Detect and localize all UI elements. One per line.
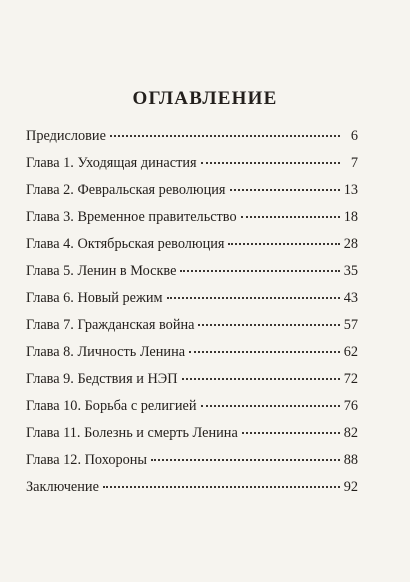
- toc-entry-title: Глава 2. Февральская революция: [26, 182, 226, 198]
- toc-entry-page: 35: [343, 263, 358, 279]
- toc-entry-title: Глава 6. Новый режим: [26, 290, 163, 306]
- toc-entry: [26, 209, 358, 236]
- toc-entry: [26, 317, 358, 344]
- table-of-contents: [26, 128, 358, 506]
- toc-leader-dots: [189, 351, 340, 353]
- toc-entry-page: 13: [343, 182, 358, 198]
- toc-entry: [26, 290, 358, 317]
- toc-leader-dots: [201, 162, 340, 164]
- toc-entry: [26, 236, 358, 263]
- toc-leader-dots: [230, 189, 340, 191]
- toc-entry-page: 18: [343, 209, 358, 225]
- toc-entry-title: Заключение: [26, 479, 99, 495]
- toc-leader-dots: [201, 405, 340, 407]
- toc-entry: [26, 155, 358, 182]
- toc-entry-title: Глава 9. Бедствия и НЭП: [26, 371, 178, 387]
- toc-entry: [26, 479, 358, 506]
- toc-entry-page: 88: [343, 452, 358, 468]
- toc-leader-dots: [198, 324, 339, 326]
- toc-entry-title: Глава 3. Временное правительство: [26, 209, 237, 225]
- toc-leader-dots: [242, 432, 340, 434]
- toc-entry-page: 7: [350, 155, 358, 171]
- toc-entry-page: 28: [343, 236, 358, 252]
- toc-entry-page: 62: [343, 344, 358, 360]
- toc-entry: [26, 425, 358, 452]
- page-title: ОГЛАВЛЕНИЕ: [132, 88, 278, 109]
- toc-entry-title: Глава 7. Гражданская война: [26, 317, 195, 333]
- toc-entry-title: Глава 4. Октябрьская революция: [26, 236, 225, 252]
- toc-entry-title: Глава 8. Личность Ленина: [26, 344, 186, 360]
- toc-entry-page: 92: [343, 479, 358, 495]
- toc-entry-page: 76: [343, 398, 358, 414]
- toc-entry: [26, 344, 358, 371]
- toc-entry-title: Глава 11. Болезнь и смерть Ленина: [26, 425, 238, 441]
- toc-entry-page: 57: [343, 317, 358, 333]
- toc-leader-dots: [228, 243, 339, 245]
- toc-leader-dots: [151, 459, 340, 461]
- toc-entry-title: Глава 12. Похороны: [26, 452, 148, 468]
- toc-leader-dots: [103, 486, 340, 488]
- toc-entry-page: 6: [350, 128, 358, 144]
- toc-leader-dots: [180, 270, 339, 272]
- toc-entry: [26, 452, 358, 479]
- toc-entry: [26, 371, 358, 398]
- toc-leader-dots: [110, 135, 340, 137]
- toc-entry-page: 82: [343, 425, 358, 441]
- toc-entry-page: 43: [343, 290, 358, 306]
- toc-entry-page: 72: [343, 371, 358, 387]
- toc-entry-title: Глава 10. Борьба с религией: [26, 398, 197, 414]
- toc-entry-title: Глава 5. Ленин в Москве: [26, 263, 177, 279]
- toc-entry: [26, 128, 358, 155]
- toc-entry: [26, 182, 358, 209]
- toc-entry-title: Глава 1. Уходящая династия: [26, 155, 197, 171]
- toc-entry-title: Предисловие: [26, 128, 106, 144]
- toc-entry: [26, 398, 358, 425]
- toc-entry: [26, 263, 358, 290]
- toc-leader-dots: [182, 378, 340, 380]
- toc-leader-dots: [167, 297, 340, 299]
- toc-leader-dots: [241, 216, 340, 218]
